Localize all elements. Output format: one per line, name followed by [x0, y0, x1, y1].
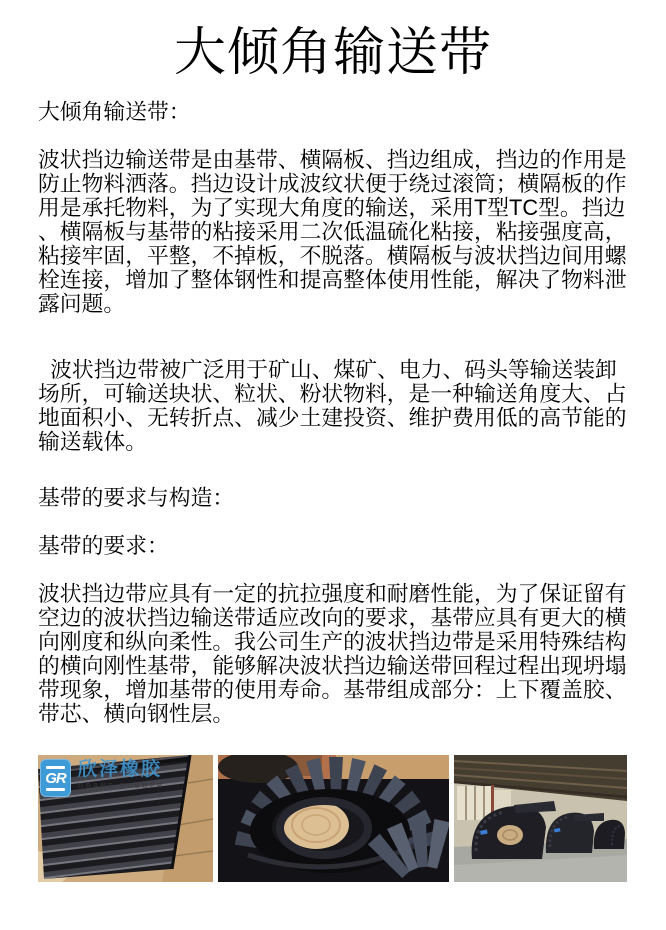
warehouse-illustration [454, 755, 627, 882]
logo-bar-bottom [46, 788, 65, 791]
coiled-sidewall-belt-closeup-photo [218, 755, 449, 882]
composition-paragraph: 波状挡边输送带是由基带、横隔板、挡边组成，挡边的作用是防止物料洒落。挡边设计成波纹状便于绕过滚筒；横隔板的作用是承托物料，为了实现大角度的输送，采用T型TC型。挡边、横隔板与基带的粘接采用二次低温硫化粘接，粘接强度高，粘接牢固，平整，不掉板，不脱落。横隔板与波状挡边间用螺栓连接，增加了整体钢性和提高整体使用性能，解决了物料泄露问题。 [38, 147, 627, 316]
intro-label: 大倾角输送带： [38, 99, 191, 124]
logo-monogram: GR [45, 769, 66, 787]
page-title: 大倾角输送带 [173, 24, 492, 82]
section-heading-base-belt: 基带的要求与构造： [38, 485, 235, 510]
application-paragraph: 波状挡边带被广泛用于矿山、煤矿、电力、码头等输送装卸场所，可输送块状、粒状、粉状物料，是一种输送角度大、占地面积小、无转折点、减少土建投资、维护费用低的高节能的输送载体。 [38, 357, 627, 454]
gr-logo-icon [40, 759, 71, 797]
warehouse-belt-rolls-photo [454, 755, 627, 882]
corrugated-sidewall-strips-photo [38, 755, 213, 882]
logo-texts [78, 759, 164, 790]
logo-bar-top [46, 766, 65, 769]
coiled-belt-illustration [218, 755, 449, 882]
brand-name-en: GRAND RUBBER [78, 783, 165, 790]
document-body [38, 100, 628, 726]
section-heading-requirements: 基带的要求： [38, 533, 169, 558]
product-photo-row [38, 755, 628, 882]
brand-name: 欣泽橡胶 [78, 759, 163, 780]
base-belt-paragraph: 波状挡边带应具有一定的抗拉强度和耐磨性能，为了保证留有空边的波状挡边输送带适应改向的要求，基带应具有更大的横向刚度和纵向柔性。我公司生产的波状挡边带是采用特殊结构的横向刚性基带，能够解决波状挡边输送带回程过程出现坍塌带现象，增加基带的使用寿命。基带组成部分：上下覆盖胶、带芯、横向钢性层。 [38, 581, 627, 726]
grand-rubber-logo [40, 759, 164, 797]
